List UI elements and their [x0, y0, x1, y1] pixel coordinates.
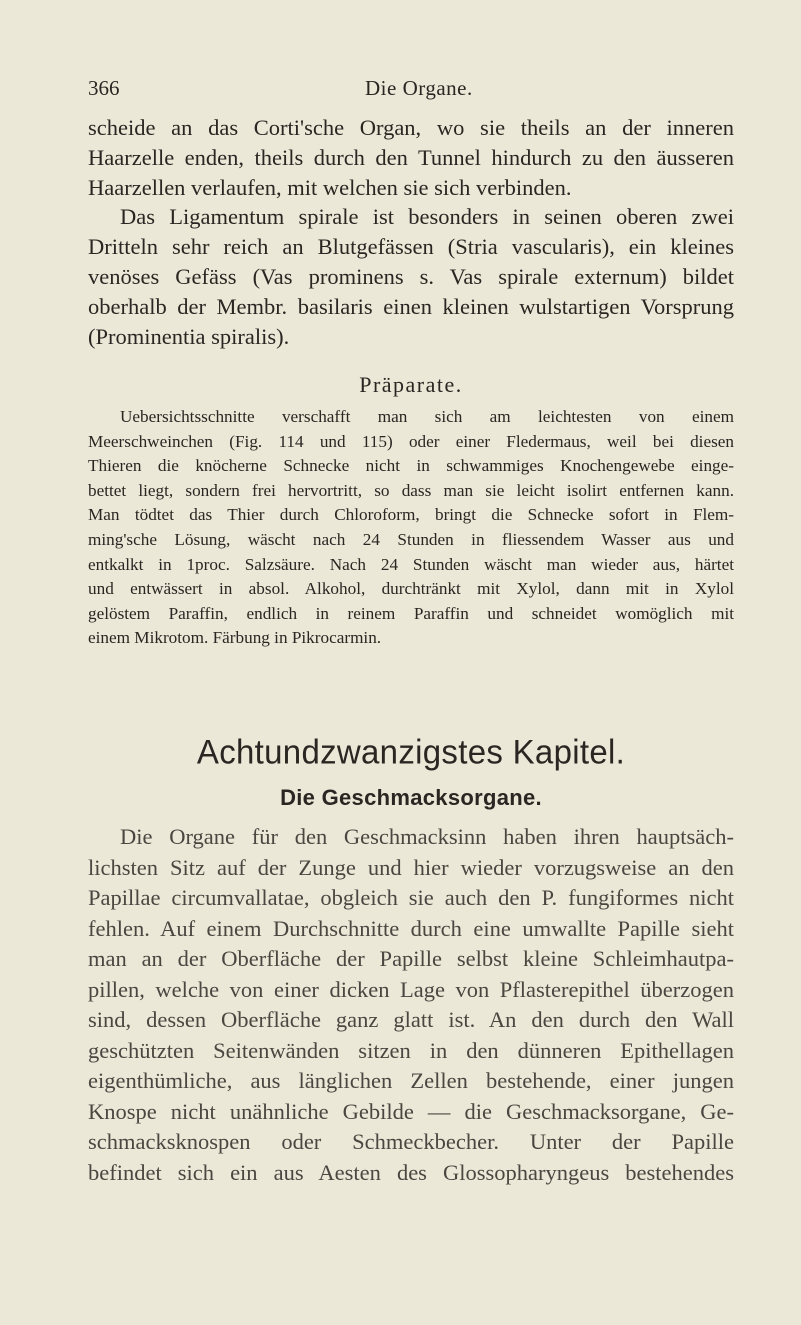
text-line: Papillae circumvallatae, obgleich sie auch den P. fungiformes nicht [88, 885, 734, 910]
text-line: gelöstem Paraffin, endlich in reinem Paraffin und schneidet womöglich mit [88, 603, 734, 623]
text-line: Knospe nicht unähnliche Gebilde — die Geschmacksorgane, Ge- [88, 1098, 734, 1124]
text-line: einem Mikrotom. Färbung in Pikrocarmin. [88, 628, 382, 648]
paragraph-continued [88, 113, 734, 351]
text-line: Haarzellen verlaufen, mit welchen sie sich verbinden. [88, 174, 572, 200]
text-line: geschützten Seitenwänden sitzen in den dünneren Epithellagen [88, 1037, 734, 1063]
running-title: Die Organe. [365, 76, 473, 100]
text-line: man an der Oberfläche der Papille selbst kleine Schleimhautpa- [88, 946, 734, 971]
text-line: entkalkt in 1proc. Salzsäure. Nach 24 Stunden wäscht man wieder aus, härtet [88, 554, 734, 574]
text-line: pillen, welche von einer dicken Lage von Pflasterepithel überzogen [88, 976, 734, 1002]
text-line: venöses Gefäss (Vas prominens s. Vas spirale externum) bildet [88, 263, 734, 289]
text-line: sind, dessen Oberfläche ganz glatt ist. An den durch den Wall [88, 1007, 734, 1032]
section-heading-praeparate: Präparate. [359, 372, 463, 397]
text-line: Haarzelle enden, theils durch den Tunnel hindurch zu den äusseren [88, 144, 734, 170]
text-line: fehlen. Auf einem Durchschnitte durch eine umwallte Papille sieht [88, 915, 734, 941]
chapter-subtitle: Die Geschmacksorgane. [280, 785, 542, 810]
text-line: lichsten Sitz auf der Zunge und hier wieder vorzugsweise an den [88, 854, 734, 880]
text-line: Thieren die knöcherne Schnecke nicht in schwammiges Knochengewebe einge- [88, 456, 734, 476]
paragraph-geschmacksorgane [88, 822, 734, 1188]
text-line: ming'sche Lösung, wäscht nach 24 Stunden in fliessendem Wasser aus und [88, 529, 734, 549]
text-line: (Prominentia spiralis). [88, 323, 290, 349]
text-line: oberhalb der Membr. basilaris einen kleinen wulstartigen Vorsprung [88, 293, 734, 319]
text-line: Dritteln sehr reich an Blutgefässen (Stria vascularis), ein kleines [88, 234, 734, 260]
page-number: 366 [88, 76, 120, 100]
running-head [88, 76, 738, 106]
text-line: eigenthümliche, aus länglichen Zellen bestehende, einer jungen [88, 1068, 734, 1093]
text-line: schmacksknospen oder Schmeckbecher. Unter der Papille [88, 1129, 734, 1154]
chapter-title: Achtundzwanzigstes Kapitel. [196, 732, 626, 771]
text-line: bettet liegt, sondern frei hervortritt, so dass man sie leicht isolirt entfernen kann. [88, 480, 734, 500]
praeparate-paragraph [88, 405, 734, 651]
text-line: scheide an das Corti'sche Organ, wo sie theils an der inneren [88, 115, 734, 140]
text-line: und entwässert in absol. Alkohol, durchtränkt mit Xylol, dann mit in Xylol [88, 579, 734, 599]
text-line: Meerschweinchen (Fig. 114 und 115) oder einer Fledermaus, weil bei diesen [88, 431, 734, 451]
text-line: Uebersichtsschnitte verschafft man sich am leichtesten von einem [120, 407, 734, 426]
text-line: Das Ligamentum spirale ist besonders in seinen oberen zwei [120, 204, 734, 230]
text-line: Die Organe für den Geschmacksinn haben ihren hauptsäch- [120, 824, 734, 849]
text-line: befindet sich ein aus Aesten des Glossopharyngeus bestehendes [88, 1159, 734, 1185]
text-line: Man tödtet das Thier durch Chloroform, bringt die Schnecke sofort in Flem- [88, 505, 734, 525]
